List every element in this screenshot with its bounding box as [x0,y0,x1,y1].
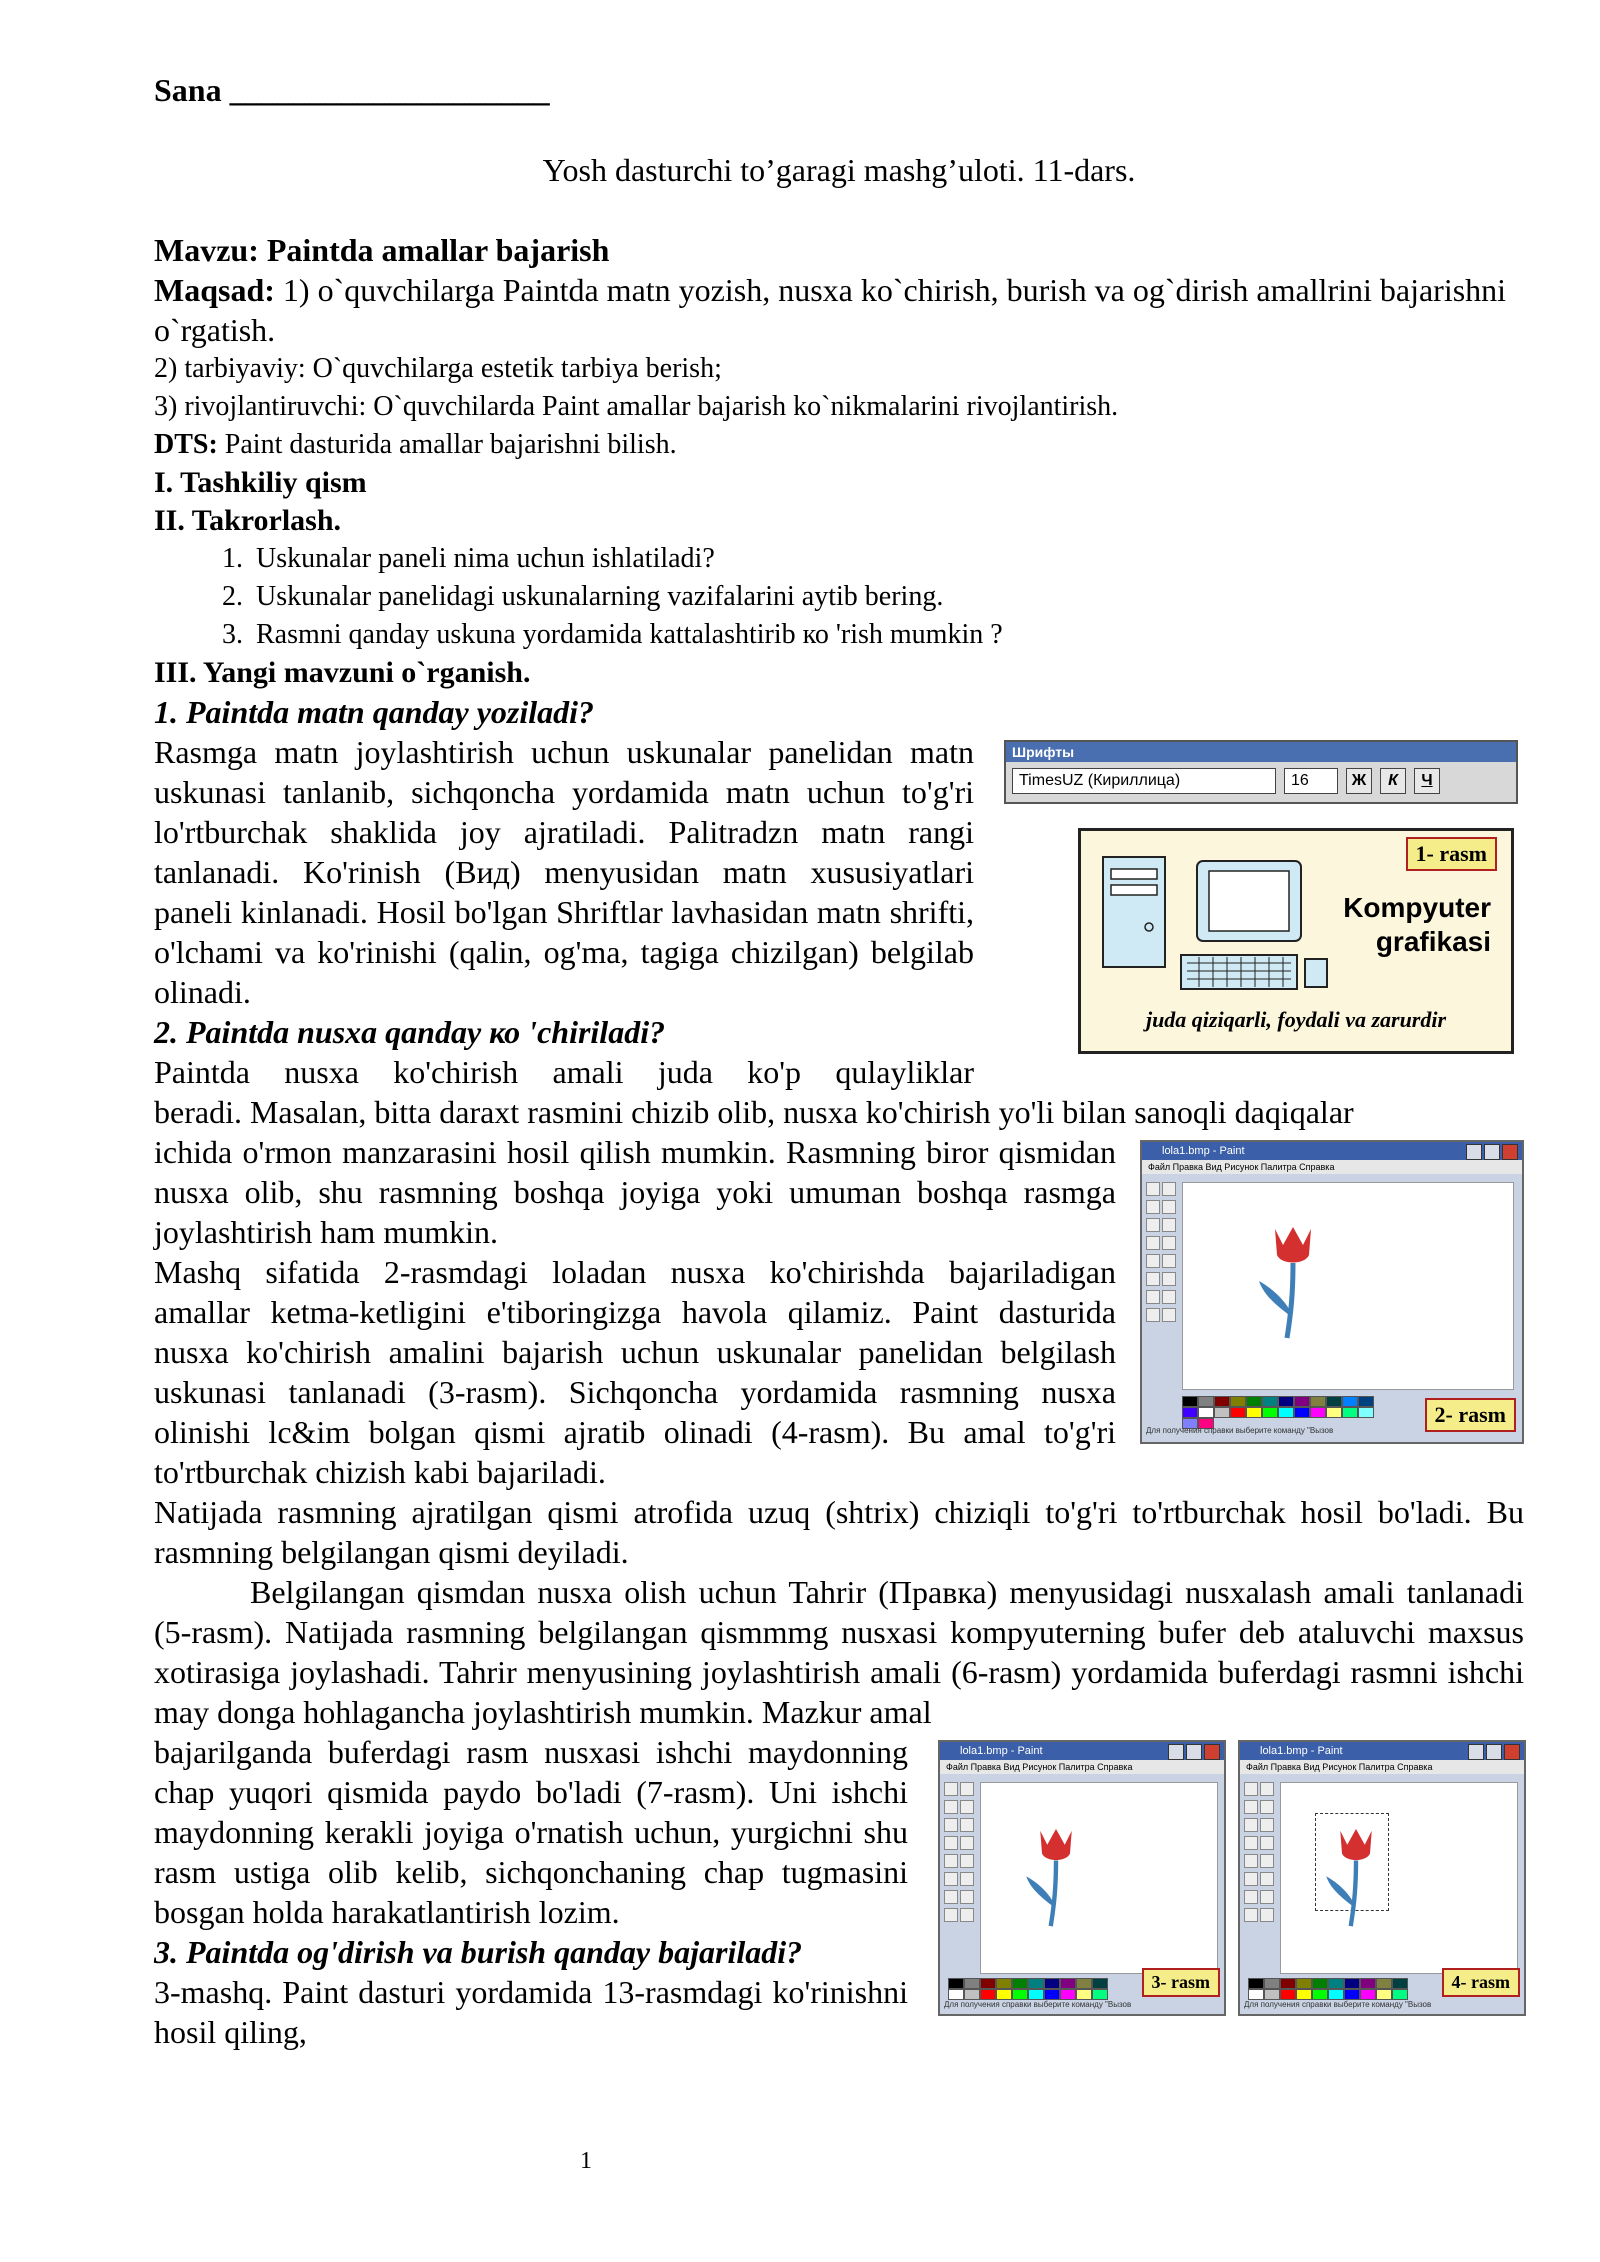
status-bar: Для получения справки выберите команду "Вызов [944,2000,1132,2009]
maximize-icon [1484,1144,1500,1160]
section-2-heading: II. Takrorlash. [154,504,342,537]
dts-text: Paint dasturida amallar bajarishni bilish. [217,429,677,460]
section-1-heading: I. Tashkiliy qism [154,466,367,499]
section-3-heading: III. Yangi mavzuni o`rganish. [154,656,531,689]
paragraph: Mashq sifatida 2-rasmdagi loladan nusxa ko'chirishda bajariladigan amallar ketma-ketligini e'tiboringizga havola qilamiz. Paint dasturida nusxa ko'chirish amalini bajarish uchun uskunalar panelidan belgilash uskunasi tanlanadi (3-rasm). Sichqoncha yordamida rasmning nusxa olinishi lc&im bolgan qismi ajratib olinadi (4-rasm). Bu amal to'g'ri to'rtburchak chizish kabi bajariladi. [154,1254,1116,1490]
lesson-title: Yosh dasturchi to’garagi mashg’uloti. 11-dars. [542,152,1136,188]
date-label: Sana [154,72,222,108]
paragraph: Rasmga matn joylashtirish uchun uskunalar panelidan matn uskunasi tanlanib, sichqoncha yordamida matn uchun to'g'ri lo'rtburchak shaklida joy ajratiladi. Palitradzn matn rangi tanlanadi. Ko'rinish (Вид) menyusidan matn xususiyatlari paneli kinlanadi. Hosil bo'lgan Shriftlar lavhasidan matn shrifti, o'lchami va ko'rinishi (qalin, og'ma, tagiga chizilgan) belgilab olinadi. [154,734,974,1010]
fonts-toolbar-title: Шрифты [1006,742,1516,762]
figures-3-4 [938,1740,1524,2022]
paint-titlebar: lola1.bmp - Paint [1240,1742,1524,1760]
maximize-icon [1186,1744,1202,1760]
minimize-icon [1466,1144,1482,1160]
card-title: Kompyuter grafikasi [1343,892,1491,957]
tulip-drawing [1321,1823,1391,1933]
question-1-heading: 1. Paintda matn qanday yoziladi? [154,694,595,730]
topic-line: Mavzu: Paintda amallar bajarish [154,232,610,268]
paragraph: 3-mashq. Paint dasturi yordamida 13-rasmdagi ko'rinishni hosil qiling, [154,1974,908,2050]
question-3-heading: 3. Paintda og'dirish va burish qanday bajariladi? [154,1934,803,1970]
question-item: 1. Uskunalar paneli nima uchun ishlatiladi? [250,540,1524,578]
paint-toolbox [944,1782,972,1922]
review-questions [154,540,1524,654]
goal-2: 2) tarbiyaviy: O`quvchilarga estetik tarbiya berish; [154,353,722,384]
figure-label: 4- rasm [1442,1968,1520,1997]
paint-menubar: Файл Правка Вид Рисунок Палитра Справка [940,1760,1224,1774]
paint-toolbox [1244,1782,1272,1922]
paint-menubar: Файл Правка Вид Рисунок Палитра Справка [1142,1160,1522,1174]
paint-canvas [980,1782,1218,1974]
paragraph: Natijada rasmning ajratilgan qismi atrofida uzuq (shtrix) chiziqli to'g'ri to'rtburchak hosil bo'ladi. Bu rasmning belgilangan qismi deyiladi. [154,1494,1524,1570]
status-bar: Для получения справки выберите команду "Вызов [1244,2000,1432,2009]
close-icon [1502,1144,1518,1160]
goal-line [154,270,1524,350]
question-2-heading: 2. Paintda nusxa qanday ко 'chiriladi? [154,1014,666,1050]
goal-3: 3) rivojlantiruvchi: O`quvchilarda Paint amallar bajarish ko`nikmalarini rivojlantirish. [154,391,1119,422]
paragraph: beradi. Masalan, bitta daraxt rasmini chizib olib, nusxa ko'chirish yo'li bilan sanoqli daqiqalar [154,1094,1354,1130]
document-page [154,70,1524,2052]
question-item: 2. Uskunalar panelidagi uskunalarning vazifalarini aytib bering. [250,578,1524,616]
computer-illustration [1097,851,1337,1001]
paint-canvas [1280,1782,1518,1974]
minimize-icon [1468,1744,1484,1760]
tulip-drawing [1021,1823,1091,1933]
tulip-drawing [1253,1223,1333,1343]
close-icon [1504,1744,1520,1760]
date-blank: ____________________ [229,72,550,108]
font-name-select: TimesUZ (Кириллица) [1012,768,1276,794]
figure-label: 3- rasm [1142,1968,1220,1997]
maximize-icon [1486,1744,1502,1760]
paint-window [938,1740,1226,2016]
paragraph: Belgilangan qismdan nusxa olish uchun Tahrir (Правка) menyusidagi nusxalash amali tanlanadi (5-rasm). Natijada rasmning belgilangan qismmmg nusxasi kompyuterning bufer deb ataluvchi maxsus xotirasiga joylashadi. Tahrir menyusining joylashtirish amali (6-rasm) yordamida buferdagi rasmni ishchi may donga hohlagancha joylashtirish mumkin. Mazkur amal [154,1574,1524,1730]
dts-line [154,426,1524,464]
paragraph: bajarilganda buferdagi rasm nusxasi ishchi maydonning chap yuqori qismida paydo bo'ladi (7-rasm). Uni ishchi maydonning kerakli joyiga o'rnatish uchun, yurgichni shu rasm ustiga olib kelib, sichqonchaning chap tugmasini bosgan holda harakatlantirish lozim. [154,1734,908,1930]
paint-titlebar: lola1.bmp - Paint [940,1742,1224,1760]
italic-button: К [1380,768,1406,794]
close-icon [1204,1744,1220,1760]
goal-text: 1) o`quvchilarga Paintda matn yozish, nusxa ko`chirish, burish va og`dirish amallrini bajarishni o`rgatish. [154,272,1507,348]
paint-window [1238,1740,1526,2016]
color-palette [1182,1396,1382,1429]
figure-label: 1- rasm [1406,837,1497,871]
figure-1 [1004,740,1524,1060]
card-footer: juda qiziqarli, foydali va zarurdir [1145,1007,1447,1032]
paint-titlebar: lola1.bmp - Paint [1142,1142,1522,1160]
color-palette [948,1978,1108,2000]
fonts-toolbar [1004,740,1518,804]
paint-menubar: Файл Правка Вид Рисунок Палитра Справка [1240,1760,1524,1774]
paint-canvas [1182,1182,1514,1390]
paint-toolbox [1146,1182,1174,1322]
status-bar: Для получения справки выберите команду "Вызов [1146,1426,1334,1435]
paragraph: Paintda nusxa ko'chirish amali juda ko'p qulayliklar [154,1054,974,1090]
color-palette [1248,1978,1408,2000]
font-size-select: 16 [1284,768,1338,794]
computer-graphics-card [1078,828,1514,1054]
bold-button: Ж [1346,768,1372,794]
dts-label: DTS: [154,429,218,460]
figure-2 [1140,1140,1524,1452]
goal-label: Maqsad: [154,272,275,308]
figure-label: 2- rasm [1425,1398,1516,1432]
underline-button: Ч [1414,768,1440,794]
page-number: 1 [580,2148,592,2174]
question-item: 3. Rasmni qanday uskuna yordamida kattalashtirib ко 'rish mumkin ? [250,616,1524,654]
date-line [154,70,1524,110]
paragraph: ichida o'rmon manzarasini hosil qilish mumkin. Rasmning biror qismidan nusxa olib, shu rasmning boshqa joyiga yoki umuman boshqa rasmga joylashtirish ham mumkin. [154,1134,1116,1250]
minimize-icon [1168,1744,1184,1760]
